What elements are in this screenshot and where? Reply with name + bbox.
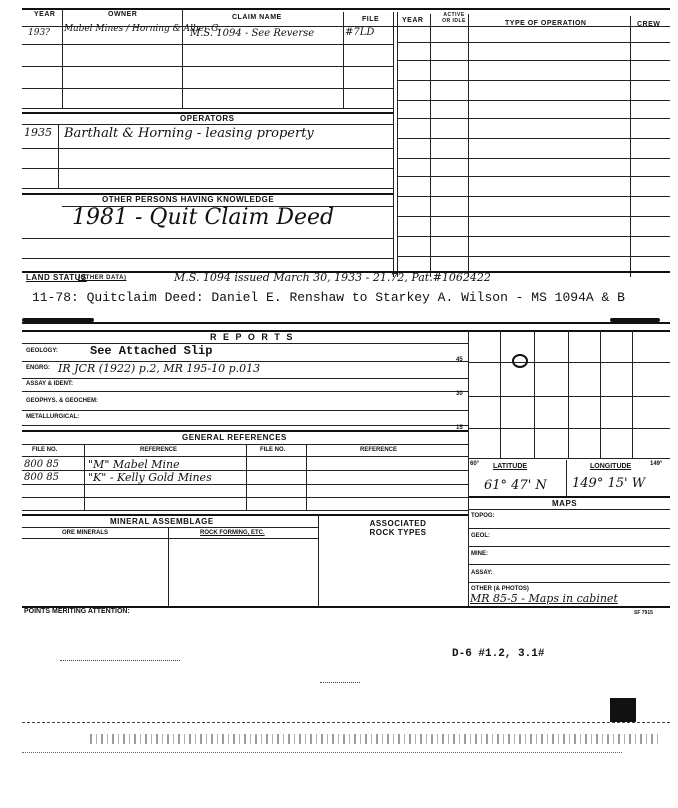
grid-line <box>468 458 670 459</box>
claim-owner: Mabel Mines / Horning & Alber G. <box>64 24 221 34</box>
col-divider <box>566 460 567 496</box>
operators-title: OPERATORS <box>180 114 235 123</box>
grid-line <box>500 330 501 458</box>
row-line <box>468 564 670 565</box>
reports-top <box>22 330 670 332</box>
mine-label: MINE: <box>471 551 488 557</box>
margin-long: 149° <box>650 461 663 467</box>
row-line <box>22 44 393 45</box>
row-line <box>22 343 468 344</box>
mineral-assemblage-title: MINERAL ASSEMBLAGE <box>110 517 214 526</box>
row-line <box>397 118 670 119</box>
scan-noise-line <box>22 752 622 753</box>
ref-row-2-file: 800 85 <box>24 472 59 483</box>
reports-title: R E P O R T S <box>210 332 295 342</box>
longitude-value: 149° 15' W <box>572 476 646 491</box>
row-line <box>397 196 670 197</box>
geophys-label: GEOPHYS. & GEOCHEM: <box>26 398 99 404</box>
land-status-typed: 11-78: Quitclaim Deed: Daniel E. Renshaw to Starkey A. Wilson - MS 1094A & B <box>32 290 625 305</box>
grid-line <box>568 330 569 458</box>
row-line <box>22 497 468 498</box>
col-divider <box>168 527 169 606</box>
ref-reference2-header: REFERENCE <box>360 447 398 453</box>
row-line <box>397 158 670 159</box>
row-line <box>397 138 670 139</box>
year-header: YEAR <box>34 11 56 18</box>
geology-value: See Attached Slip <box>90 344 213 358</box>
ore-minerals-header: ORE MINERALS <box>62 530 109 536</box>
ref-row-1-reference: "M" Mabel Mine <box>88 458 180 471</box>
scan-artifact-block <box>610 698 636 722</box>
engrg-value: IR JCR (1922) p.2, MR 195-10 p.013 <box>58 362 261 375</box>
assay-map-label: ASSAY: <box>471 570 493 576</box>
points-code: D-6 #1.2, 3.1# <box>452 648 545 660</box>
row-line <box>22 258 393 259</box>
scan-noise-line <box>60 660 180 661</box>
grid-line <box>468 396 670 397</box>
row-number-30: 30 <box>456 391 463 397</box>
longitude-label: LONGITUDE <box>590 463 632 470</box>
row-line <box>397 216 670 217</box>
grid-line <box>468 428 670 429</box>
top-border <box>22 8 670 10</box>
points-label: POINTS MERITING ATTENTION: <box>24 608 130 615</box>
row-line <box>468 509 670 510</box>
ref-row-2-reference: "K" - Kelly Gold Mines <box>88 471 212 484</box>
land-status-sublabel: (OTHER DATA) <box>78 275 127 281</box>
section-line <box>22 430 468 432</box>
section-line <box>22 514 468 516</box>
ref-reference-header: REFERENCE <box>140 447 178 453</box>
other-persons-entry: 1981 - Quit Claim Deed <box>72 205 335 230</box>
ref-row-1-file: 800 85 <box>24 459 59 470</box>
claim-name: M.S. 1094 - See Reverse <box>190 28 315 39</box>
section-line <box>468 496 670 498</box>
row-line <box>397 100 670 101</box>
year2-header: YEAR <box>402 17 424 24</box>
claim-name-header: CLAIM NAME <box>232 14 282 21</box>
row-line <box>397 42 670 43</box>
col-divider <box>58 124 59 188</box>
row-line <box>22 391 468 392</box>
row-number-15: 15 <box>456 425 463 431</box>
claim-year: 193? <box>28 28 51 38</box>
geol-label: GEOL: <box>471 533 490 539</box>
row-line <box>22 148 393 149</box>
location-marker-icon <box>512 354 528 368</box>
grid-line <box>468 362 670 363</box>
col-divider <box>430 14 431 277</box>
col-divider <box>318 514 319 606</box>
land-status-handwritten: M.S. 1094 issued March 30, 1933 - 21.72, Pat.#1062422 <box>174 271 491 284</box>
form-number: SF 7915 <box>634 610 653 616</box>
row-line <box>22 66 393 67</box>
row-line <box>397 80 670 81</box>
scan-noise-line <box>320 682 360 683</box>
row-line <box>22 410 468 411</box>
row-line <box>22 444 468 445</box>
col-divider <box>343 12 344 108</box>
topog-label: TOPOG: <box>471 513 495 519</box>
owner-header: OWNER <box>108 11 138 18</box>
row-line <box>22 238 393 239</box>
row-line <box>22 188 393 189</box>
land-status-label: LAND STATUS <box>26 273 87 282</box>
metallurgical-label: METALLURGICAL: <box>26 414 80 420</box>
ref-file-no-header: FILE NO. <box>32 447 58 453</box>
col-divider <box>393 12 394 277</box>
grid-line <box>534 330 535 458</box>
scan-noise-band <box>90 734 660 744</box>
general-references-title: GENERAL REFERENCES <box>182 433 287 442</box>
grid-line <box>600 330 601 458</box>
row-line <box>468 582 670 583</box>
col-divider <box>630 16 631 277</box>
file-header: FILE <box>362 16 380 23</box>
other-photos-label: OTHER (& PHOTOS) <box>471 586 529 592</box>
row-line <box>468 528 670 529</box>
row-line <box>22 484 468 485</box>
row-line <box>22 378 468 379</box>
operator-text: Barthalt & Horning - leasing property <box>64 126 314 141</box>
row-number-45: 45 <box>456 357 463 363</box>
type-operation-header: TYPE OF OPERATION <box>505 20 587 27</box>
row-line <box>22 88 393 89</box>
col-divider <box>84 444 85 510</box>
col-divider <box>182 8 183 108</box>
col-divider <box>306 444 307 510</box>
row-line <box>22 456 468 457</box>
col-divider <box>62 8 63 108</box>
row-line <box>397 256 670 257</box>
row-line <box>22 538 318 539</box>
row-line <box>468 546 670 547</box>
row-line <box>22 168 393 169</box>
engrg-label: ENGRG: <box>26 365 50 371</box>
col-divider <box>246 444 247 510</box>
associated-rock-types: ASSOCIATED ROCK TYPES <box>369 519 427 537</box>
row-line <box>397 236 670 237</box>
ref-file-no2-header: FILE NO. <box>260 447 286 453</box>
rock-forming-header: ROCK FORMING, ETC. <box>200 530 265 536</box>
operator-year: 1935 <box>24 126 52 139</box>
grid-line <box>632 330 633 458</box>
row-line <box>22 108 393 109</box>
claim-file: #7LD <box>345 27 375 38</box>
row-line <box>397 176 670 177</box>
latitude-label: LATITUDE <box>493 463 528 470</box>
row-line <box>22 510 468 511</box>
maps-title: MAPS <box>552 499 578 508</box>
col-divider <box>397 12 398 277</box>
row-line <box>22 527 318 528</box>
col-divider <box>468 14 469 277</box>
assay-label: ASSAY & IDENT: <box>26 381 74 387</box>
geology-label: GEOLOGY: <box>26 348 58 354</box>
other-persons-title: OTHER PERSONS HAVING KNOWLEDGE <box>102 195 275 204</box>
row-line <box>22 425 468 426</box>
section-line <box>22 322 670 324</box>
latitude-value: 61° 47' N <box>484 478 547 493</box>
active-idle-header: ACTIVE OR IDLE <box>442 12 466 24</box>
scan-noise-line <box>22 722 670 723</box>
crew-header: CREW <box>637 21 661 28</box>
margin-lat: 60° <box>470 461 480 467</box>
other-photos-value: MR 85-5 - Maps in cabinet <box>470 592 618 605</box>
row-line <box>22 124 393 125</box>
row-line <box>397 60 670 61</box>
